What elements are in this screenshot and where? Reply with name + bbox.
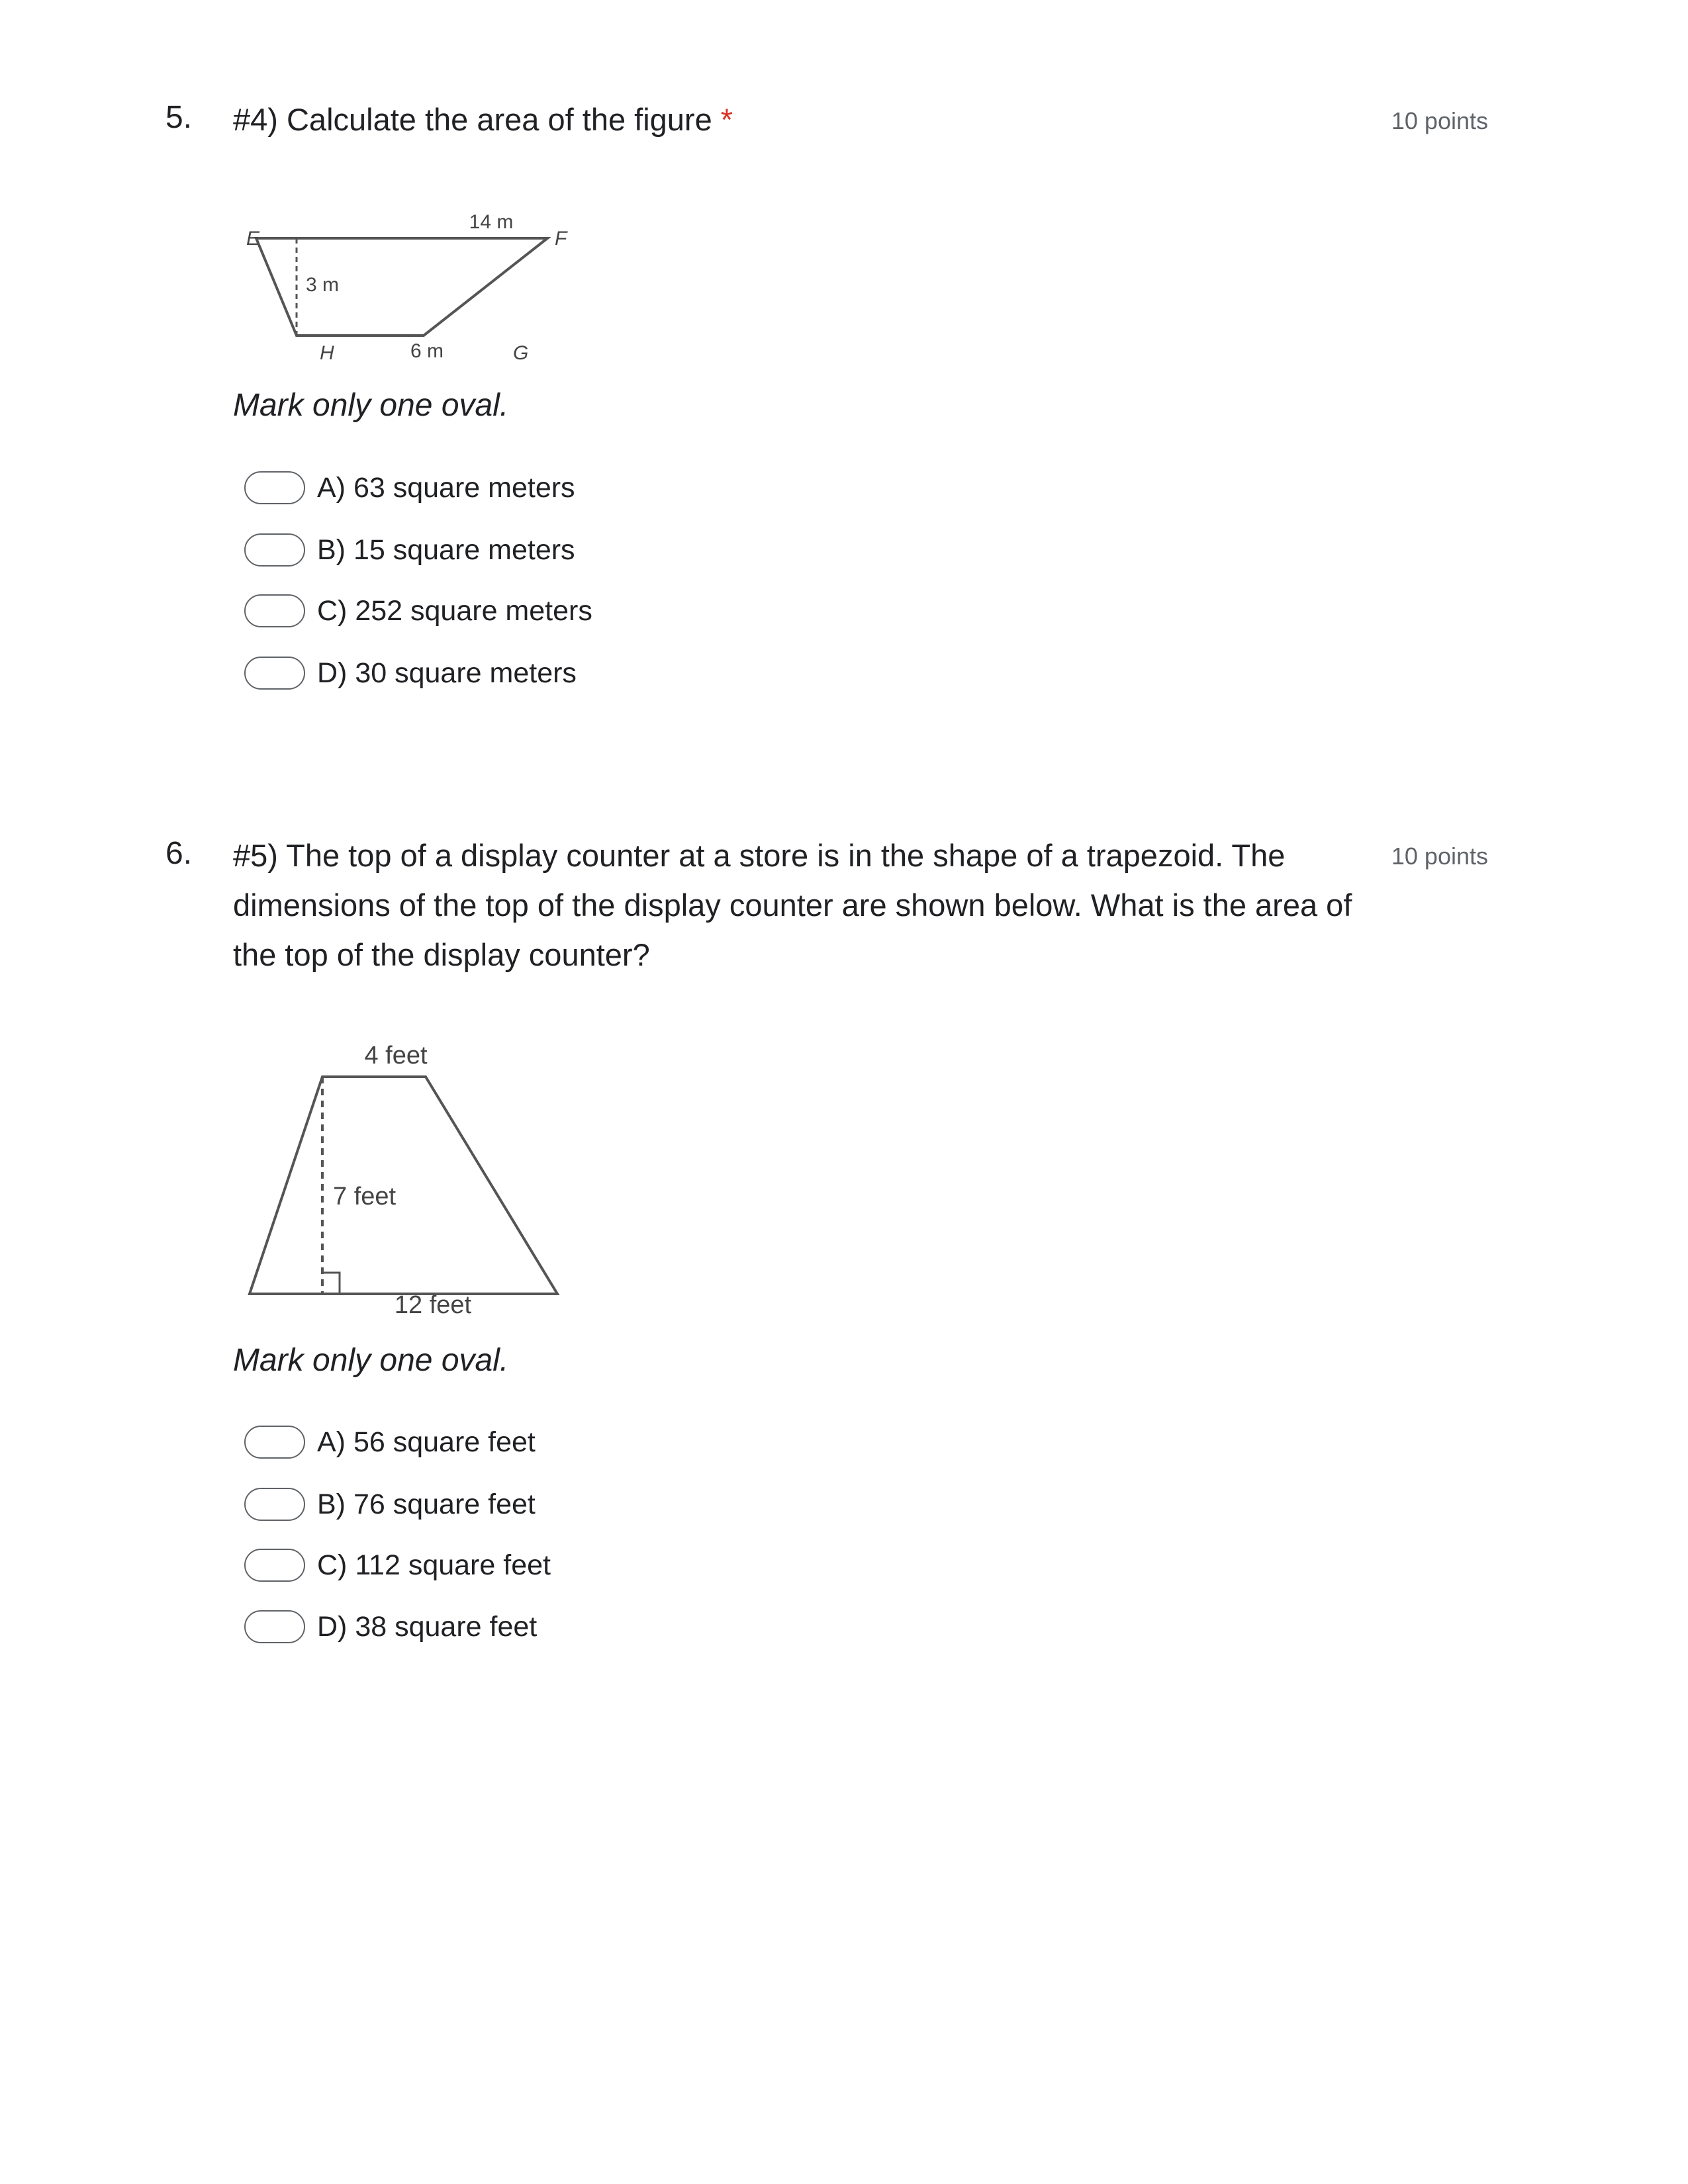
- option-label: C) 112 square feet: [317, 1549, 551, 1581]
- question-points: 10 points: [1391, 842, 1488, 870]
- vertex-h-label: H: [320, 342, 334, 364]
- option-b[interactable]: [244, 532, 575, 568]
- right-angle-marker: [322, 1273, 340, 1294]
- option-d[interactable]: [244, 655, 577, 691]
- trapezoid-shape: [256, 238, 547, 336]
- option-b[interactable]: [244, 1486, 536, 1522]
- instruction-text: Mark only one oval.: [233, 1343, 509, 1378]
- option-label: A) 63 square meters: [317, 471, 575, 504]
- question-number: 5.: [165, 100, 193, 135]
- radio-oval[interactable]: [244, 1610, 305, 1643]
- trapezoid-figure-efgh: [0, 0, 662, 384]
- option-d[interactable]: [244, 1609, 537, 1645]
- option-label: A) 56 square feet: [317, 1426, 536, 1458]
- radio-oval[interactable]: [244, 533, 305, 567]
- instruction-text: Mark only one oval.: [233, 388, 509, 423]
- option-c[interactable]: [244, 593, 592, 629]
- trapezoid-figure-counter: [0, 993, 662, 1337]
- bottom-length-label: 6 m: [410, 340, 444, 362]
- option-label: D) 38 square feet: [317, 1610, 538, 1643]
- required-marker: *: [720, 102, 733, 137]
- option-label: C) 252 square meters: [317, 594, 592, 627]
- option-label: B) 76 square feet: [317, 1488, 536, 1520]
- question-points: 10 points: [1391, 107, 1488, 134]
- option-label: D) 30 square meters: [317, 657, 577, 689]
- radio-oval[interactable]: [244, 657, 305, 690]
- question-number: 6.: [165, 836, 193, 871]
- trapezoid-shape: [250, 1077, 557, 1294]
- radio-oval[interactable]: [244, 1488, 305, 1521]
- option-a[interactable]: [244, 470, 575, 506]
- option-a[interactable]: [244, 1424, 536, 1460]
- vertex-e-label: E: [246, 228, 260, 250]
- option-c[interactable]: [244, 1547, 551, 1583]
- radio-oval[interactable]: [244, 594, 305, 627]
- radio-oval[interactable]: [244, 1549, 305, 1582]
- question-title-text: #4) Calculate the area of the figure: [233, 102, 712, 137]
- top-length-label: 14 m: [469, 211, 514, 233]
- option-label: B) 15 square meters: [317, 533, 575, 566]
- vertex-g-label: G: [513, 342, 529, 364]
- question-title: #5) The top of a display counter at a store is in the shape of a trapezoid. The dimensions of the top of the display counter are shown below. What is the area of the top of the display counter?: [233, 838, 1352, 972]
- height-label: 7 feet: [333, 1183, 397, 1210]
- bottom-length-label: 12 feet: [394, 1291, 472, 1319]
- height-label: 3 m: [306, 274, 340, 296]
- radio-oval[interactable]: [244, 1426, 305, 1459]
- top-length-label: 4 feet: [364, 1042, 428, 1069]
- radio-oval[interactable]: [244, 471, 305, 504]
- vertex-f-label: F: [555, 228, 567, 250]
